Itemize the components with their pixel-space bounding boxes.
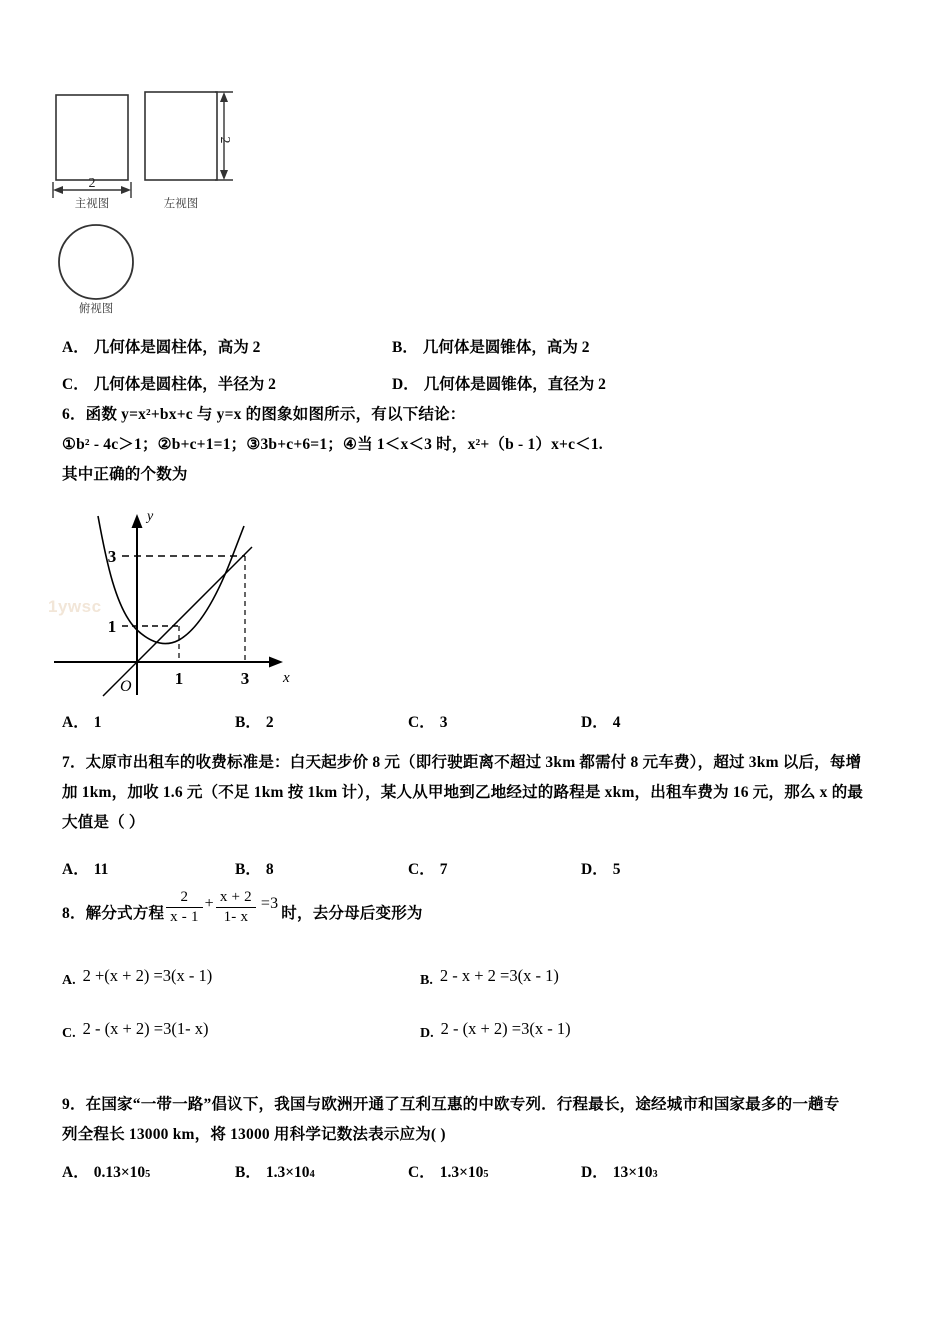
q8-option-d-text: 2 - (x + 2) =3(x - 1) (440, 1019, 571, 1039)
q8-fraction-1 (166, 888, 203, 927)
q6-option-b-label: B． (235, 714, 261, 731)
q6-option-d[interactable] (581, 708, 754, 737)
y-tick-label-1: 1 (107, 617, 117, 636)
q7-option-d-text: 5 (612, 861, 621, 878)
q7-option-b[interactable] (235, 855, 408, 884)
q6-option-a-label: A． (62, 714, 89, 731)
q9-options (62, 1158, 892, 1187)
q5-option-c-label: C． (62, 376, 89, 394)
front-dim-arrow-right (121, 186, 131, 194)
q8-fraction-2-numerator: x + 2 (216, 888, 256, 908)
q8-option-c[interactable] (62, 1016, 420, 1047)
q5-option-a[interactable] (62, 333, 392, 362)
q9-option-c-mantissa: 1.3×10 (439, 1164, 484, 1181)
top-view-circle (59, 225, 133, 299)
q7-option-c[interactable] (408, 855, 581, 884)
side-view-rect (145, 92, 217, 180)
q9-option-d-mantissa: 13×10 (612, 1164, 653, 1181)
q7-option-d-label: D． (581, 861, 608, 878)
x-tick-label-1: 1 (174, 669, 184, 688)
q9-option-c[interactable]: C． 1.3×10 5 (408, 1158, 581, 1187)
q7-options (62, 855, 892, 884)
q7-option-b-text: 8 (265, 861, 274, 878)
q6-option-c-label: C． (408, 714, 435, 731)
q8-option-c-label: C. (62, 1026, 76, 1042)
q9-option-c-label: C． (408, 1164, 435, 1181)
q7-option-a[interactable] (62, 855, 235, 884)
parabola-curve (98, 516, 244, 644)
side-dim-arrow-bottom (220, 170, 228, 180)
q8-fraction-2 (216, 888, 256, 927)
q9-option-b-mantissa: 1.3×10 (265, 1164, 310, 1181)
q5-option-d-label: D． (392, 376, 419, 394)
q8-option-a-text: 2 +(x + 2) =3(x - 1) (82, 966, 213, 985)
q5-option-b-label: B． (392, 339, 418, 356)
q6-stem-line-3: 其中正确的个数为 (62, 466, 188, 484)
q6-options (62, 708, 892, 737)
q9-option-d[interactable]: D． 13×10 3 (581, 1158, 754, 1187)
q6-stem-line-1: 6．函数 y=x²+bx+c 与 y=x 的图象如图所示，有以下结论： (62, 406, 466, 423)
q5-options-row-2 (62, 370, 892, 399)
side-view-label: 左视图 (163, 196, 199, 210)
q6-option-a-text: 1 (93, 714, 102, 731)
y-tick-label-3: 3 (107, 547, 117, 566)
q9-option-a-mantissa: 0.13×10 (93, 1164, 146, 1181)
q7-stem (62, 748, 934, 839)
q6-option-c-text: 3 (439, 714, 448, 731)
q6-option-c[interactable] (408, 708, 581, 737)
three-views-figure (48, 90, 308, 315)
front-view-rect (56, 95, 128, 180)
q5-option-c[interactable] (62, 370, 392, 399)
q8-option-c-text: 2 - (x + 2) =3(1- x) (82, 1019, 209, 1039)
q9-option-a-label: A． (62, 1164, 89, 1181)
q8-option-b[interactable] (420, 963, 778, 994)
q6-option-b-text: 2 (265, 714, 274, 731)
q8-options-row-1 (62, 963, 892, 994)
q5-option-b[interactable] (392, 333, 589, 362)
q5-options-row-1 (62, 333, 892, 362)
x-axis-arrow (269, 657, 283, 668)
x-tick-label-3: 3 (240, 669, 250, 688)
q8-stem-line (62, 890, 932, 929)
q6-option-d-text: 4 (612, 714, 621, 731)
q7-stem-line-2: 加 1km，加收 1.6 元（不足 1km 按 1km 计），某人从甲地到乙地经过的路程是 xkm，出租车费为 16 元，那么 x 的最 (62, 784, 864, 802)
q5-option-a-text: 几何体是圆柱体，高为 2 (93, 339, 261, 356)
q6-option-a[interactable] (62, 708, 235, 737)
front-dim-value: 2 (88, 176, 96, 191)
q7-option-a-label: A． (62, 861, 89, 878)
side-dim-arrow-top (220, 92, 228, 102)
q8-fraction-1-denominator: x - 1 (170, 908, 199, 925)
q9-option-a[interactable]: A． 0.13×10 5 (62, 1158, 235, 1187)
q9-option-b-label: B． (235, 1164, 261, 1181)
q6-stem (62, 400, 932, 491)
q9-option-b[interactable]: B． 1.3×10 4 (235, 1158, 408, 1187)
q8-option-b-label: B. (420, 972, 433, 988)
q7-option-a-text: 11 (93, 861, 109, 878)
q7-stem-line-1: 7．太原市出租车的收费标准是：白天起步价 8 元（即行驶距离不超过 3km 都需付 8 元车费），超过 3km 以后，每增 (62, 754, 862, 771)
y-axis-arrow (132, 514, 143, 528)
q5-option-b-text: 几何体是圆锥体，高为 2 (422, 339, 590, 356)
q5-option-a-label: A． (62, 339, 89, 356)
q8-stem-suffix: 时，去分母后变形为 (281, 905, 423, 923)
q7-option-b-label: B． (235, 861, 261, 878)
q7-option-d[interactable] (581, 855, 754, 884)
front-dim-arrow-left (53, 186, 63, 194)
q5-options (62, 333, 892, 408)
q5-option-d[interactable] (392, 370, 606, 399)
graph-watermark: 1ywsc (48, 597, 102, 616)
origin-label: O (120, 678, 132, 695)
x-axis-label: x (283, 670, 290, 686)
q7-option-c-label: C． (408, 861, 435, 878)
q9-stem-line-1: 9．在国家“一带一路”倡议下，我国与欧洲开通了互利互惠的中欧专列．行程最长，途经城市和国家最多的一趟专 (62, 1096, 840, 1113)
q8-stem (62, 890, 932, 929)
q8-equals-three: =3 (260, 895, 279, 913)
q8-fraction-2-denominator: 1- x (223, 908, 249, 925)
q9-option-d-label: D． (581, 1164, 608, 1181)
q6-option-d-label: D． (581, 714, 608, 731)
q9-stem (62, 1090, 934, 1150)
q8-option-d[interactable] (420, 1016, 778, 1047)
q6-option-b[interactable] (235, 708, 408, 737)
q7-stem-line-3: 大值是（ ） (62, 814, 145, 832)
top-view-label: 俯视图 (78, 301, 114, 315)
q8-option-b-text: 2 - x + 2 =3(x - 1) (439, 966, 559, 985)
q8-option-d-label: D. (420, 1026, 434, 1042)
q8-option-a-label: A. (62, 972, 76, 988)
side-dim-value: 2 (217, 136, 232, 144)
q8-fraction-1-numerator: 2 (166, 888, 203, 908)
q5-option-c-text: 几何体是圆柱体，半径为 2 (93, 376, 276, 394)
y-axis-label: y (147, 509, 154, 524)
q8-stem-prefix: 8．解分式方程 (62, 905, 165, 923)
q6-stem-line-2: ①b² - 4c＞1；②b+c+1=1；③3b+c+6=1；④当 1＜x＜3 时，x²+（b - 1）x+c＜1. (62, 436, 603, 454)
q8-options-row-2 (62, 1016, 892, 1047)
q5-option-d-text: 几何体是圆锥体，直径为 2 (423, 376, 606, 394)
q9-stem-line-2: 列全程长 13000 km，将 13000 用科学记数法表示应为( ) (62, 1126, 446, 1144)
q8-options (62, 963, 892, 1048)
q8-option-a[interactable] (62, 963, 420, 994)
three-views-svg (48, 90, 308, 315)
front-view-label: 主视图 (74, 196, 110, 210)
q8-plus-sign: + (204, 895, 214, 913)
q7-option-c-text: 7 (439, 861, 448, 878)
